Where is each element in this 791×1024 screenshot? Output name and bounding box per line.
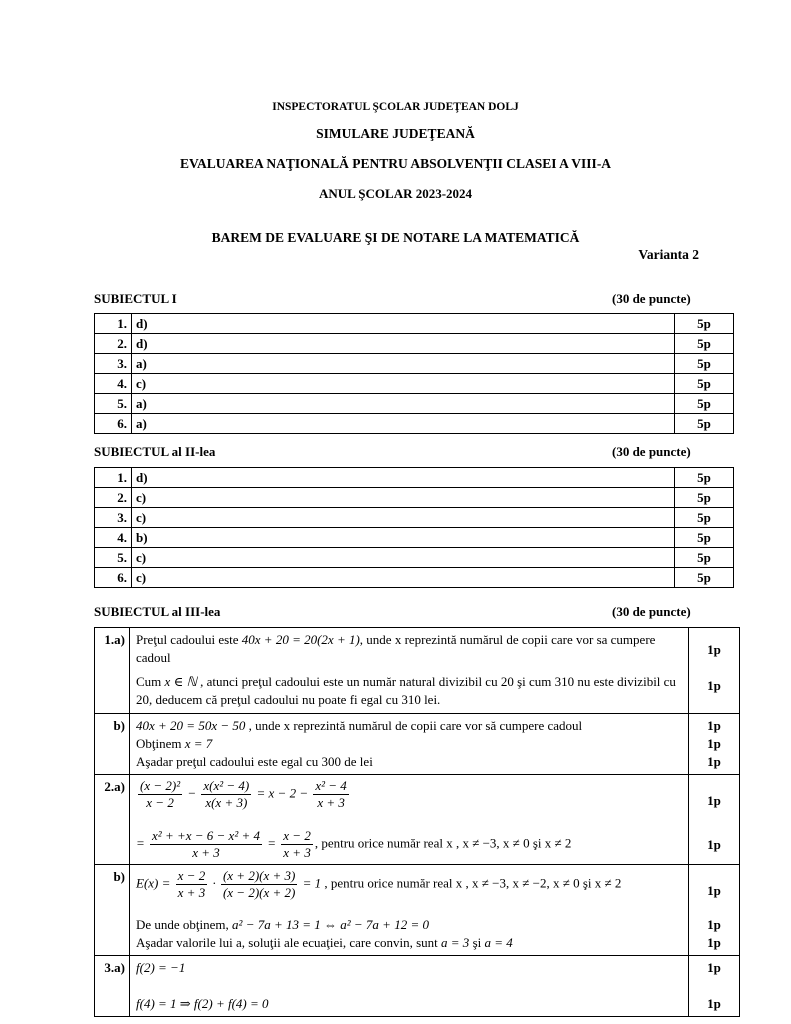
points: 1p [707, 935, 721, 950]
denominator: x − 2 [146, 795, 174, 810]
points-cell [689, 775, 740, 865]
section-1-title: SUBIECTUL I [94, 291, 177, 306]
points: 5p [675, 488, 734, 508]
points: 5p [675, 334, 734, 354]
solution-text [130, 628, 689, 714]
school-year: ANUL ŞCOLAR 2023-2024 [318, 186, 473, 201]
fraction [313, 778, 348, 811]
points-cell [689, 628, 740, 714]
points: 5p [675, 354, 734, 374]
points: 5p [675, 468, 734, 488]
denominator: x + 3 [177, 885, 206, 900]
text: , unde x reprezintă numărul de copii care vor să cumpere cadoul [245, 718, 583, 733]
points: 1p [707, 736, 721, 751]
item-number: b) [95, 714, 130, 775]
section-3-title: SUBIECTUL al III-lea [94, 604, 221, 619]
points: 1p [707, 718, 721, 733]
points: 5p [675, 374, 734, 394]
formula-line: f(4) = 1 ⇒ f(2) + f(4) = 0 [136, 996, 269, 1011]
fraction [221, 868, 297, 901]
formula-line: f(2) = −1 [136, 960, 186, 975]
table-row [95, 956, 740, 1017]
text: Preţul cadoului este [136, 632, 242, 647]
table-row [95, 414, 734, 434]
points: 1p [707, 883, 721, 898]
points: 1p [707, 996, 721, 1011]
section-1-points: (30 de puncte) [612, 291, 691, 306]
solution-line [136, 631, 682, 673]
formula: E(x) = [136, 875, 174, 891]
item-number: 1.a) [95, 628, 130, 714]
numerator: x(x² − 4) [203, 778, 250, 793]
numerator: (x − 2)² [140, 778, 181, 793]
formula-line [136, 868, 682, 912]
answer: d) [132, 334, 675, 354]
points: 5p [675, 314, 734, 334]
numerator: x − 2 [283, 828, 311, 843]
formula: x = 7 [184, 736, 213, 751]
solution-line: Aşadar preţul cadoului este egal cu 300 de lei [136, 754, 373, 769]
section-2-points: (30 de puncte) [612, 444, 691, 459]
denominator: x + 3 [192, 845, 220, 860]
text: , unde x reprezintă numărul de copii care vor sa cumpere cadoul [136, 632, 656, 665]
table-row [95, 628, 740, 714]
denominator: x + 3 [317, 795, 345, 810]
table-row [95, 468, 734, 488]
item-number: 2. [95, 334, 132, 354]
numerator: (x + 2)(x + 3) [222, 868, 296, 883]
formula: a = 3 [441, 935, 470, 950]
item-number: 4. [95, 528, 132, 548]
answer: c) [132, 374, 675, 394]
answer: a) [132, 414, 675, 434]
item-number: 4. [95, 374, 132, 394]
answer: c) [132, 548, 675, 568]
solution-line [136, 934, 682, 952]
answer: d) [132, 314, 675, 334]
item-number: 2. [95, 488, 132, 508]
solution-line [136, 735, 682, 753]
points: 1p [707, 793, 721, 808]
operator: · [209, 875, 219, 891]
points: 5p [675, 394, 734, 414]
table-row [95, 775, 740, 865]
solution-line [136, 673, 682, 709]
denominator: x(x + 3) [205, 795, 248, 810]
text: Aşadar valorile lui a, soluţii ale ecuaţiei, care convin, sunt [136, 935, 442, 950]
text: Cum [136, 674, 165, 689]
points-cell [689, 714, 740, 775]
operator: = [264, 835, 280, 851]
answer: a) [132, 354, 675, 374]
item-number: 3. [95, 508, 132, 528]
fraction [176, 868, 208, 901]
solution-text [130, 714, 689, 775]
item-number: 6. [95, 414, 132, 434]
points-cell [689, 956, 740, 1017]
item-number: 2.a) [95, 775, 130, 865]
points: 1p [707, 754, 721, 769]
formula: 40x + 20 = 50x − 50 [136, 718, 246, 733]
fraction [201, 778, 251, 811]
numerator: x² + +x − 6 − x² + 4 [152, 828, 260, 843]
answer: c) [132, 568, 675, 588]
answer: c) [132, 508, 675, 528]
points: 1p [707, 837, 721, 852]
formula-line [136, 778, 682, 822]
table-row [95, 714, 740, 775]
solution-text [130, 775, 689, 865]
item-number: 6. [95, 568, 132, 588]
operator: = [136, 835, 149, 851]
formula: 40x + 20 = 20(2x + 1) [241, 632, 360, 647]
fraction [281, 828, 313, 861]
item-number: 3.a) [95, 956, 130, 1017]
table-row [95, 528, 734, 548]
points: 1p [707, 642, 721, 657]
item-number: b) [95, 865, 130, 956]
points: 1p [707, 917, 721, 932]
section-3-points: (30 de puncte) [612, 604, 691, 619]
fraction [138, 778, 182, 811]
denominator: x + 3 [283, 845, 311, 860]
answer: a) [132, 394, 675, 414]
item-number: 1. [95, 314, 132, 334]
numerator: x² − 4 [315, 778, 347, 793]
table-row [95, 394, 734, 414]
table-row [95, 548, 734, 568]
solution-text [130, 865, 689, 956]
answer: d) [132, 468, 675, 488]
exam-title: EVALUAREA NAŢIONALĂ PENTRU ABSOLVENŢII CLASEI A VIII-A [179, 156, 612, 171]
section-1-answers-table [94, 313, 734, 434]
simulation-title: SIMULARE JUDEŢEANĂ [316, 126, 475, 141]
answer: c) [132, 488, 675, 508]
item-number: 1. [95, 468, 132, 488]
section-2-answers-table [94, 467, 734, 588]
text: Obţinem [136, 736, 185, 751]
table-row [95, 334, 734, 354]
item-number: 3. [95, 354, 132, 374]
section-3-solutions-table [94, 627, 740, 1017]
points: 1p [707, 678, 721, 693]
section-2-title: SUBIECTUL al II-lea [94, 444, 216, 459]
formula: x ∈ ℕ [164, 674, 197, 689]
formula: = 1 [299, 875, 322, 891]
points: 5p [675, 508, 734, 528]
points: 1p [707, 960, 721, 975]
table-row [95, 865, 740, 956]
points: 5p [675, 568, 734, 588]
variant-label: Varianta 2 [638, 247, 699, 262]
formula-line [136, 828, 682, 861]
text: De unde obţinem, [136, 917, 233, 932]
operator: − [184, 785, 200, 801]
item-number: 5. [95, 548, 132, 568]
answer: b) [132, 528, 675, 548]
table-row [95, 488, 734, 508]
points: 5p [675, 548, 734, 568]
formula: a = 4 [484, 935, 513, 950]
points: 5p [675, 528, 734, 548]
item-number: 5. [95, 394, 132, 414]
solution-line [136, 916, 682, 934]
document-title: BAREM DE EVALUARE ŞI DE NOTARE LA MATEMATICĂ [211, 230, 580, 245]
table-row [95, 568, 734, 588]
text: , atunci preţul cadoului este un număr natural divizibil cu 20 şi cum 310 nu este divizibil cu 20, deducem că preţul cadoului nu poate fi egal cu 310 lei. [136, 674, 676, 707]
condition-text: , pentru orice număr real x , x ≠ −3, x ≠ 0 şi x ≠ 2 [314, 835, 572, 851]
solution-text [130, 956, 689, 1017]
condition-text: , pentru orice număr real x , x ≠ −3, x ≠ −2, x ≠ 0 şi x ≠ 2 [321, 875, 622, 891]
points-cell [689, 865, 740, 956]
table-row [95, 374, 734, 394]
operator: = x − 2 − [253, 785, 312, 801]
numerator: x − 2 [177, 868, 206, 883]
denominator: (x − 2)(x + 2) [222, 885, 296, 900]
table-row [95, 354, 734, 374]
fraction [150, 828, 262, 861]
points: 5p [675, 414, 734, 434]
text: şi [469, 935, 485, 950]
solution-line [136, 717, 682, 735]
table-row [95, 508, 734, 528]
inspectorate-title: INSPECTORATUL ŞCOLAR JUDEŢEAN DOLJ [272, 101, 519, 113]
formula: a² − 7a + 13 = 1 ⇔ a² − 7a + 12 = 0 [232, 917, 429, 932]
table-row [95, 314, 734, 334]
